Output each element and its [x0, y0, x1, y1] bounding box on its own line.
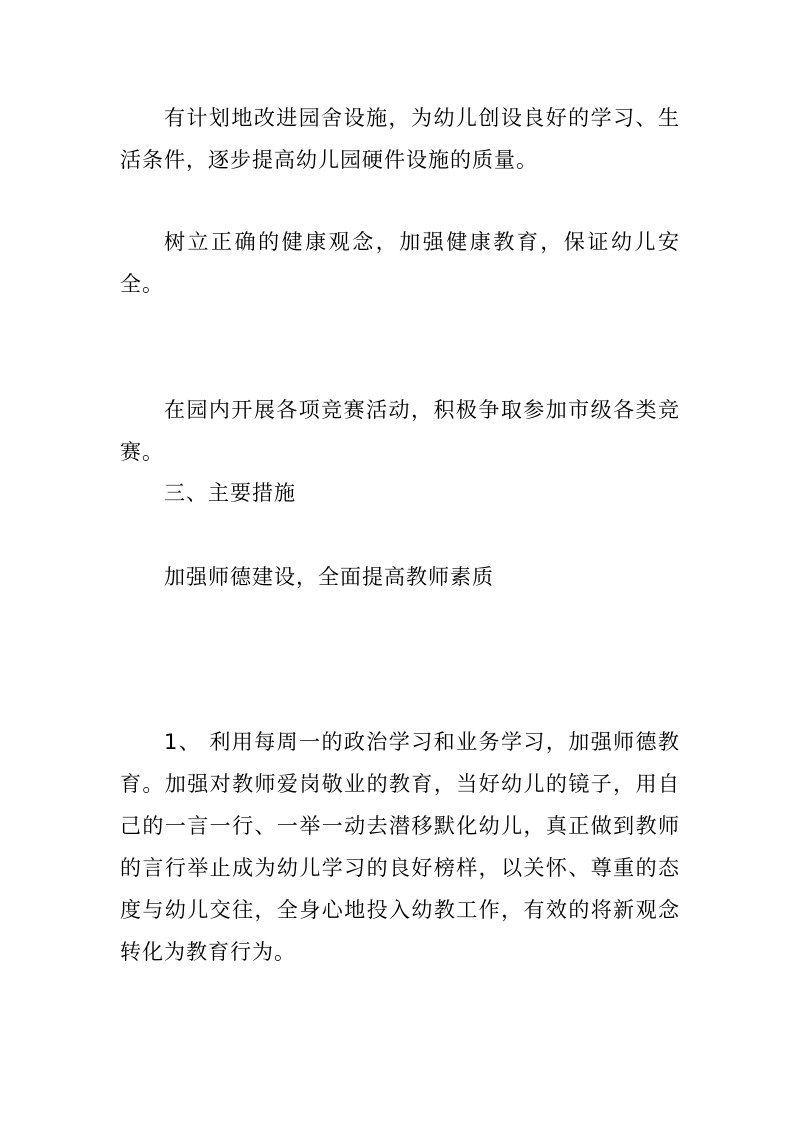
subheading-teacher-ethics: 加强师德建设，全面提高教师素质 [164, 565, 494, 589]
paragraph-health: 树立正确的健康观念，加强健康教育，保证幼儿安全。 [120, 230, 680, 296]
section-heading-measures: 三、主要措施 [164, 481, 296, 505]
paragraph-competitions: 在园内开展各项竞赛活动，积极争取参加市级各类竞赛。 [120, 398, 680, 464]
paragraph-facilities: 有计划地改进园舍设施，为幼儿创设良好的学习、生活条件，逐步提高幼儿园硬件设施的质量。 [120, 106, 680, 172]
paragraph-ethics-education: 1、 利用每周一的政治学习和业务学习，加强师德教育。加强对教师爱岗敬业的教育，当好幼儿的镜子，用自己的一言一行、一举一动去潜移默化幼儿，真正做到教师的言行举止成为幼儿学习的良好榜样，以关怀、尊重的态度与幼儿交往，全身心地投入幼教工作，有效的将新观念转化为教育行为。 [120, 730, 680, 964]
